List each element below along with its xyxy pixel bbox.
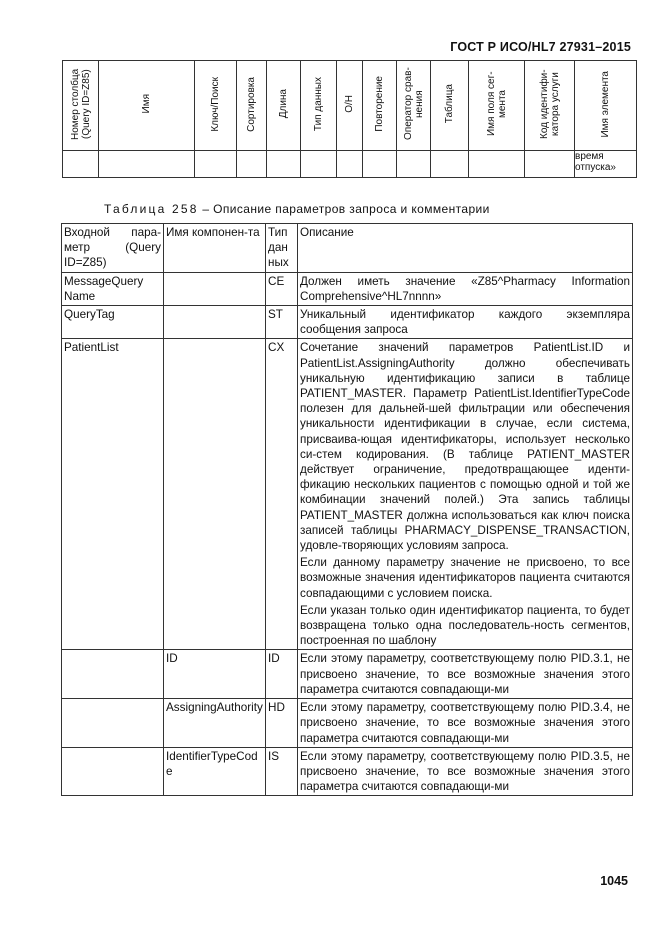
component-cell xyxy=(164,339,266,650)
table-cell xyxy=(99,151,195,178)
column-header: Сортировка xyxy=(237,61,267,151)
type-cell: CX xyxy=(266,339,298,650)
type-cell: ST xyxy=(266,306,298,339)
description-paragraph: Если данному параметру значение не присвоено, то все возможные значения идентификаторов пациента считаются совпадающими с условием поиска. xyxy=(300,556,630,600)
description-paragraph: Сочетание значений параметров PatientList.ID и PatientList.AssigningAuthority должно обеспечивать уникальную идентификацию записи в таблице PATIENT_MASTER. Параметр PatientList.IdentifierTypeCode полезен для дальней-шей фильтрации или обеспечения уникальности идентификации в случае, если система, присваива-ющая идентификаторы, использует несколько си-стем кодирования. (В таблице PATIENT_MASTER действует ограничение, предотвращающее иденти-фикацию нескольких пациентов с помощью одной и той же комбинации значений полей.) Эта запись таблицы PATIENT_MASTER должна использоваться как ключ поиска записей таблицы PHARMACY_DISPENSE_TRANSACTION, удовле-творяющих условиям запроса. xyxy=(300,341,630,553)
table-row xyxy=(62,650,633,699)
column-header: Оператор срав-нения xyxy=(397,61,431,151)
param-cell xyxy=(62,699,164,748)
column-header: Имя элемента xyxy=(575,61,637,151)
table-cell xyxy=(195,151,237,178)
description-cell xyxy=(298,650,633,699)
header-description: Описание xyxy=(298,224,633,273)
description-paragraph: Уникальный идентификатор каждого экземпляра сообщения запроса xyxy=(300,308,630,337)
table-number: Таблица 258 xyxy=(104,202,199,216)
parameters-table xyxy=(61,223,633,796)
parameters-table-header xyxy=(62,224,633,273)
description-paragraph: Должен иметь значение «Z85^Pharmacy Information Comprehensive^HL7nnnn» xyxy=(300,274,630,303)
type-cell: CE xyxy=(266,272,298,305)
table-cell xyxy=(431,151,469,178)
type-cell: ID xyxy=(266,650,298,699)
table-cell xyxy=(469,151,525,178)
table-cell xyxy=(267,151,301,178)
param-cell xyxy=(62,650,164,699)
table-cell xyxy=(397,151,431,178)
header-data-type: Тип дан ных xyxy=(266,224,298,273)
column-header: Таблица xyxy=(431,61,469,151)
description-cell xyxy=(298,339,633,650)
param-cell xyxy=(62,747,164,796)
description-paragraph: Если этому параметру, соответствующему полю PID.3.4, не присвоено значение, то все возможные значения этого параметра считаются совпадающи-ми xyxy=(300,701,630,745)
param-cell: PatientList xyxy=(62,339,164,650)
component-cell: IdentifierTypeCode xyxy=(164,747,266,796)
column-header: О/Н xyxy=(337,61,363,151)
component-cell xyxy=(164,272,266,305)
table-cell xyxy=(337,151,363,178)
standard-designation: ГОСТ Р ИСО/HL7 27931–2015 xyxy=(450,40,631,54)
header-input-parameter: Входной пара-метр (Query ID=Z85) xyxy=(62,224,164,273)
description-cell xyxy=(298,747,633,796)
component-cell xyxy=(164,306,266,339)
param-cell: MessageQuery Name xyxy=(62,272,164,305)
header-component-name: Имя компонен-та xyxy=(164,224,266,273)
column-header: Имя xyxy=(99,61,195,151)
page-number: 1045 xyxy=(600,874,628,888)
table-cell xyxy=(237,151,267,178)
description-cell xyxy=(298,306,633,339)
component-cell: ID xyxy=(164,650,266,699)
column-header: Имя поля сег-мента xyxy=(469,61,525,151)
table-cell xyxy=(301,151,337,178)
table-cell xyxy=(63,151,99,178)
table-row xyxy=(62,339,633,650)
description-paragraph: Если этому параметру, соответствующему полю PID.3.5, не присвоено значение, то все возможные значения этого параметра считаются совпадающи-ми xyxy=(300,749,630,794)
caption-dash: – xyxy=(202,202,210,216)
description-cell xyxy=(298,272,633,305)
table-cell-element-name: время отпуска» xyxy=(575,151,637,178)
description-cell xyxy=(298,699,633,748)
table-cell xyxy=(363,151,397,178)
column-header: Ключ/Поиск xyxy=(195,61,237,151)
description-paragraph: Если указан только один идентификатор пациента, то будет возвращена только одна последователь-ность сегментов, построенная по шаблону xyxy=(300,603,630,648)
column-header: Повторение xyxy=(363,61,397,151)
column-header: Длина xyxy=(267,61,301,151)
column-header: Код идентифи-катора услуги xyxy=(525,61,575,151)
param-cell: QueryTag xyxy=(62,306,164,339)
table-row xyxy=(63,151,637,178)
table-row xyxy=(62,699,633,748)
caption-text: Описание параметров запроса и комментарии xyxy=(213,202,490,216)
table-caption xyxy=(104,202,490,216)
component-cell: AssigningAuthority xyxy=(164,699,266,748)
table-row xyxy=(62,272,633,305)
table-cell xyxy=(525,151,575,178)
description-paragraph: Если этому параметру, соответствующему полю PID.3.1, не присвоено значение, то все возможные значения этого параметра считаются совпадающи-ми xyxy=(300,652,630,696)
column-header: Тип данных xyxy=(301,61,337,151)
table-row xyxy=(62,747,633,796)
continuation-table-header xyxy=(63,61,637,151)
type-cell: IS xyxy=(266,747,298,796)
table-row xyxy=(62,306,633,339)
continuation-table xyxy=(62,60,637,178)
type-cell: HD xyxy=(266,699,298,748)
column-header: Номер столбца (Query ID=Z85) xyxy=(63,61,99,151)
